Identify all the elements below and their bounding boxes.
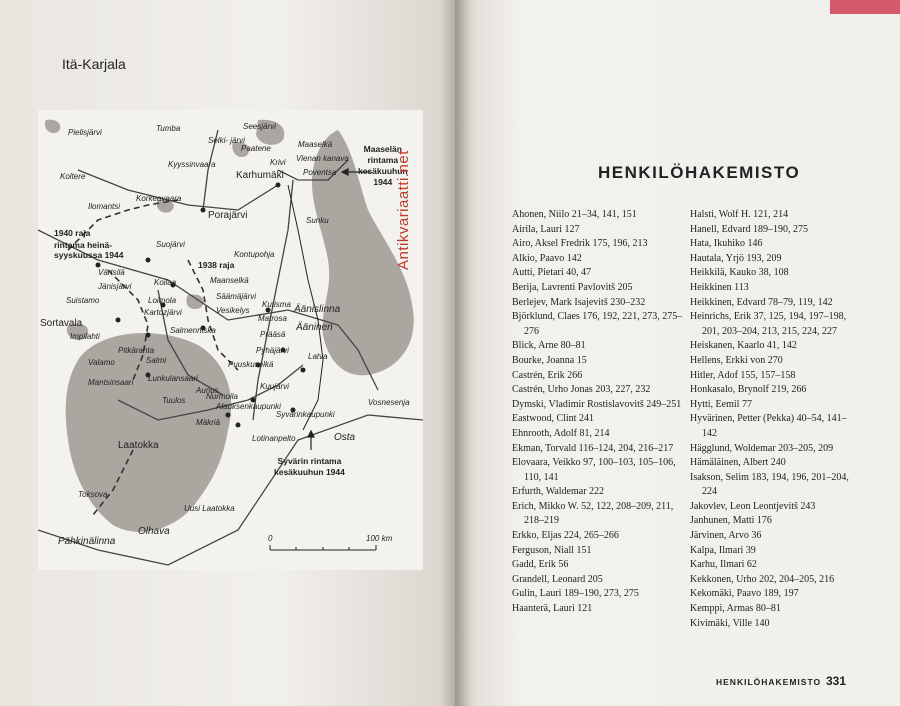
map-label-puuskuselka: Puuskuselkä bbox=[228, 360, 274, 369]
index-entry: Ahonen, Niilo 21–34, 141, 151 bbox=[512, 209, 637, 220]
index-entry: Ferguson, Niall 151 bbox=[512, 544, 592, 556]
map-label-kutisma: Kutisma bbox=[262, 300, 291, 309]
index-entry: Alkio, Paavo 142 bbox=[512, 252, 582, 264]
map-label-syvarin-rintama: Syvärin rintama kesäkuuhun 1944 bbox=[274, 456, 345, 477]
index-entry: Kekomäki, Paavo 189, 197 bbox=[690, 588, 799, 600]
map-label-scale-100: 100 km bbox=[366, 534, 393, 543]
index-title: HENKILÖHAKEMISTO bbox=[598, 163, 801, 182]
map-label-tumba: Tumba bbox=[156, 124, 181, 133]
map-label-sunku: Sunku bbox=[306, 216, 329, 225]
index-entry: Erkko, Eljas 224, 265–266 bbox=[512, 530, 619, 542]
index-entry: Kemppi, Armas 80–81 bbox=[690, 603, 781, 615]
index-entry: Hitler, Adof 155, 157–158 bbox=[690, 369, 796, 381]
index-entry: Heinrichs, Erik 37, 125, 194, 197–198, 201, 203–204, 213, 215, 224, 227 bbox=[690, 311, 847, 337]
index-entry: Grandell, Leonard 205 bbox=[512, 573, 603, 585]
page-edge-strip bbox=[830, 0, 900, 14]
map-label-suistamo: Suistamo bbox=[66, 296, 100, 305]
map-label-olhava: Olhava bbox=[138, 526, 170, 537]
map-label-kuujarvi: Kuujärvi bbox=[260, 382, 289, 391]
index-entry: Hyvärinen, Petter (Pekka) 40–54, 141–142 bbox=[690, 413, 847, 439]
map-label-tuulos: Tuulos bbox=[162, 396, 186, 405]
map-label-latva: Latva bbox=[308, 352, 328, 361]
index-entry: Elovaara, Veikko 97, 100–103, 105–106, 110, 141 bbox=[512, 457, 676, 483]
map-label-vosnesenja: Vosnesenja bbox=[368, 398, 410, 407]
map-label-kartozjarvi: Kartozjärvi bbox=[144, 308, 182, 317]
index-entry: Heikkinen, Edvard 78–79, 119, 142 bbox=[690, 296, 833, 308]
map-label-scale-zero: 0 bbox=[268, 534, 273, 543]
map-label-kontupohja: Kontupohja bbox=[234, 250, 275, 259]
map-label-impilahti: Impilahti bbox=[70, 332, 100, 341]
index-entry: Kalpa, Ilmari 39 bbox=[690, 544, 756, 556]
index-entry: Hanell, Edvard 189–190, 275 bbox=[690, 223, 809, 235]
watermark: Antikvariaatti.net bbox=[395, 150, 412, 270]
map-label-maaselka: Maaselkä bbox=[298, 140, 333, 149]
map-label-selkijarvi: Selki- järvi bbox=[208, 136, 245, 145]
map bbox=[38, 110, 423, 570]
map-label-mantsinsaari: Mantsinsaari bbox=[88, 378, 134, 387]
map-label-syvarinkaupunki: Syvärinkaupunki bbox=[276, 410, 335, 419]
map-label-koltere: Koltere bbox=[60, 172, 86, 181]
map-label-uusi-laatokka: Uusi Laatokka bbox=[184, 504, 235, 513]
map-label-koilaa: Koilaa bbox=[154, 278, 177, 287]
map-label-matrosa: Matrosa bbox=[258, 314, 287, 323]
map-label-loimola: Loimola bbox=[148, 296, 177, 305]
map-label-raja1940: 1940 raja bbox=[54, 228, 91, 238]
index-entry: Kekkonen, Urho 202, 204–205, 216 bbox=[690, 573, 835, 585]
index-entry: Castrén, Urho Jonas 203, 227, 232 bbox=[512, 384, 651, 396]
index-entry: Isakson, Selim 183, 194, 196, 201–204, 224 bbox=[690, 471, 849, 498]
map-label-pielisjarvi: Pielisjärvi bbox=[68, 128, 102, 137]
index-entry: Erfurth, Waldemar 222 bbox=[512, 486, 605, 498]
index-entry: Berija, Lavrenti Pavlovitš 205 bbox=[512, 281, 633, 293]
index-entry: Hautala, Yrjö 193, 209 bbox=[690, 252, 782, 264]
map-label-salmenniska: Salmenniska bbox=[170, 326, 216, 335]
index-entry: Heikkinen 113 bbox=[690, 281, 749, 293]
footer-label: HENKILÖHAKEMISTO bbox=[716, 677, 822, 687]
map-label-poventsa: Poventsa bbox=[303, 168, 337, 177]
index-entry: Karhu, Ilmari 62 bbox=[690, 559, 757, 571]
map-label-vartsila: Värtsilä bbox=[98, 268, 125, 277]
index-column-1 bbox=[512, 208, 692, 617]
index-entry: Gadd, Erik 56 bbox=[512, 559, 569, 571]
map-label-aunus: Aunus bbox=[196, 386, 219, 395]
map-label-porajarvi: Porajärvi bbox=[208, 210, 248, 221]
map-label-paatene: Paatene bbox=[241, 144, 271, 153]
map-label-valamo: Valamo bbox=[88, 358, 115, 367]
map-label-ilomantsi: Ilomantsi bbox=[88, 202, 121, 211]
index-entry: Autti, Pietari 40, 47 bbox=[512, 267, 592, 279]
left-page-header: Itä-Karjala bbox=[62, 56, 126, 72]
index-entry: Hytti, Eemil 77 bbox=[690, 398, 752, 410]
index-entry: Janhunen, Matti 176 bbox=[690, 515, 772, 527]
map-label-saamajarvi: Säämäjärvi bbox=[216, 292, 257, 301]
index-column-2 bbox=[690, 208, 860, 631]
index-entry: Hata, Ikuhiko 146 bbox=[690, 238, 763, 250]
index-entry: Hämäläinen, Albert 240 bbox=[690, 457, 786, 469]
map-label-raja1938: 1938 raja bbox=[198, 260, 235, 270]
map-label-makria: Mäkriä bbox=[196, 418, 221, 427]
map-label-suojarvi: Suojärvi bbox=[156, 240, 185, 249]
index-entry: Halsti, Wolf H. 121, 214 bbox=[690, 209, 789, 220]
page-number: 331 bbox=[826, 674, 847, 688]
index-entry: Haanterä, Lauri 121 bbox=[512, 603, 593, 615]
index-entry: Jakovlev, Leon Leontjevitš 243 bbox=[690, 500, 816, 512]
index-entry: Airila, Lauri 127 bbox=[512, 223, 580, 235]
map-label-pahkinalinna: Pähkinälinna bbox=[58, 536, 116, 547]
index-entry: Kivimäki, Ville 140 bbox=[690, 617, 770, 629]
map-label-aaninen: Ääninen bbox=[296, 322, 333, 333]
index-entry: Blick, Arne 80–81 bbox=[512, 340, 586, 352]
index-entry: Hägglund, Woldemar 203–205, 209 bbox=[690, 442, 834, 454]
map-label-alauksenkaupunki: Alauksenkaupunki bbox=[216, 402, 281, 411]
index-entry: Erich, Mikko W. 52, 122, 208–209, 211, 218–219 bbox=[512, 500, 674, 527]
index-entry: Gulin, Lauri 189–190, 273, 275 bbox=[512, 588, 639, 600]
index-entry: Berlejev, Mark Isajevitš 230–232 bbox=[512, 296, 646, 308]
index-entry: Heiskanen, Kaarlo 41, 142 bbox=[690, 340, 797, 352]
map-label-sortavala: Sortavala bbox=[40, 318, 83, 329]
index-entry: Dymski, Vladimir Rostislavovitš 249–251 bbox=[512, 398, 682, 410]
index-entry: Hellens, Erkki von 270 bbox=[690, 354, 783, 366]
map-label-aanislinna: Äänislinna bbox=[294, 304, 341, 315]
map-label-krivi: Krivi bbox=[270, 158, 286, 167]
index-entry: Heikkilä, Kauko 38, 108 bbox=[690, 267, 789, 279]
map-label-praasa: Prääsä bbox=[260, 330, 286, 339]
map-label-osta: Osta bbox=[334, 432, 356, 443]
index-entry: Airo, Aksel Fredrik 175, 196, 213 bbox=[512, 238, 648, 250]
map-label-laatokka: Laatokka bbox=[118, 440, 159, 451]
map-label-vienankanava: Vienan kanava bbox=[296, 154, 349, 163]
index-entry: Ekman, Torvald 116–124, 204, 216–217 bbox=[512, 442, 674, 454]
map-label-kyyssinvaara: Kyyssinvaara bbox=[168, 160, 216, 169]
map-label-vesikelys: Vesikelys bbox=[216, 306, 250, 315]
index-entry: Järvinen, Arvo 36 bbox=[690, 530, 762, 542]
index-entry: Björklund, Claes 176, 192, 221, 273, 275–276 bbox=[512, 311, 683, 337]
map-label-pyhajarvi: Pyhäjärvi bbox=[256, 346, 289, 355]
map-label-toksova: Toksova bbox=[78, 490, 108, 499]
map-label-korkeavaara: Korkeavaara bbox=[136, 194, 182, 203]
map-label-lotinanpelto: Lotinanpelto bbox=[252, 434, 296, 443]
book-spine bbox=[440, 0, 470, 706]
map-label-lunkulansaari: Lunkulansaari bbox=[148, 374, 198, 383]
map-label-rintama1944: rintama heinä- syyskuussa 1944 bbox=[54, 240, 124, 260]
map-label-janisjarvi: Jänisjärvi bbox=[98, 282, 132, 291]
index-entry: Ehnrooth, Adolf 81, 214 bbox=[512, 427, 610, 439]
index-entry: Castrén, Erik 266 bbox=[512, 369, 583, 381]
map-label-salmi: Salmi bbox=[146, 356, 167, 365]
index-entry: Eastwood, Clint 241 bbox=[512, 413, 594, 425]
map-label-seesjarvi: Seesjärvi bbox=[243, 122, 276, 131]
map-label-pitkaranta: Pitkäranta bbox=[118, 346, 155, 355]
index-entry: Bourke, Joanna 15 bbox=[512, 354, 587, 366]
map-label-maaselan-rintama: Maaselän rintama kesäkuuhun 1944 bbox=[358, 144, 408, 187]
map-label-nurmoila: Nurmoila bbox=[206, 392, 239, 401]
index-entry: Honkasalo, Brynolf 219, 266 bbox=[690, 384, 807, 396]
map-label-maanselka: Maanselkä bbox=[210, 276, 249, 285]
map-label-karhumaki: Karhumäki bbox=[236, 170, 284, 181]
